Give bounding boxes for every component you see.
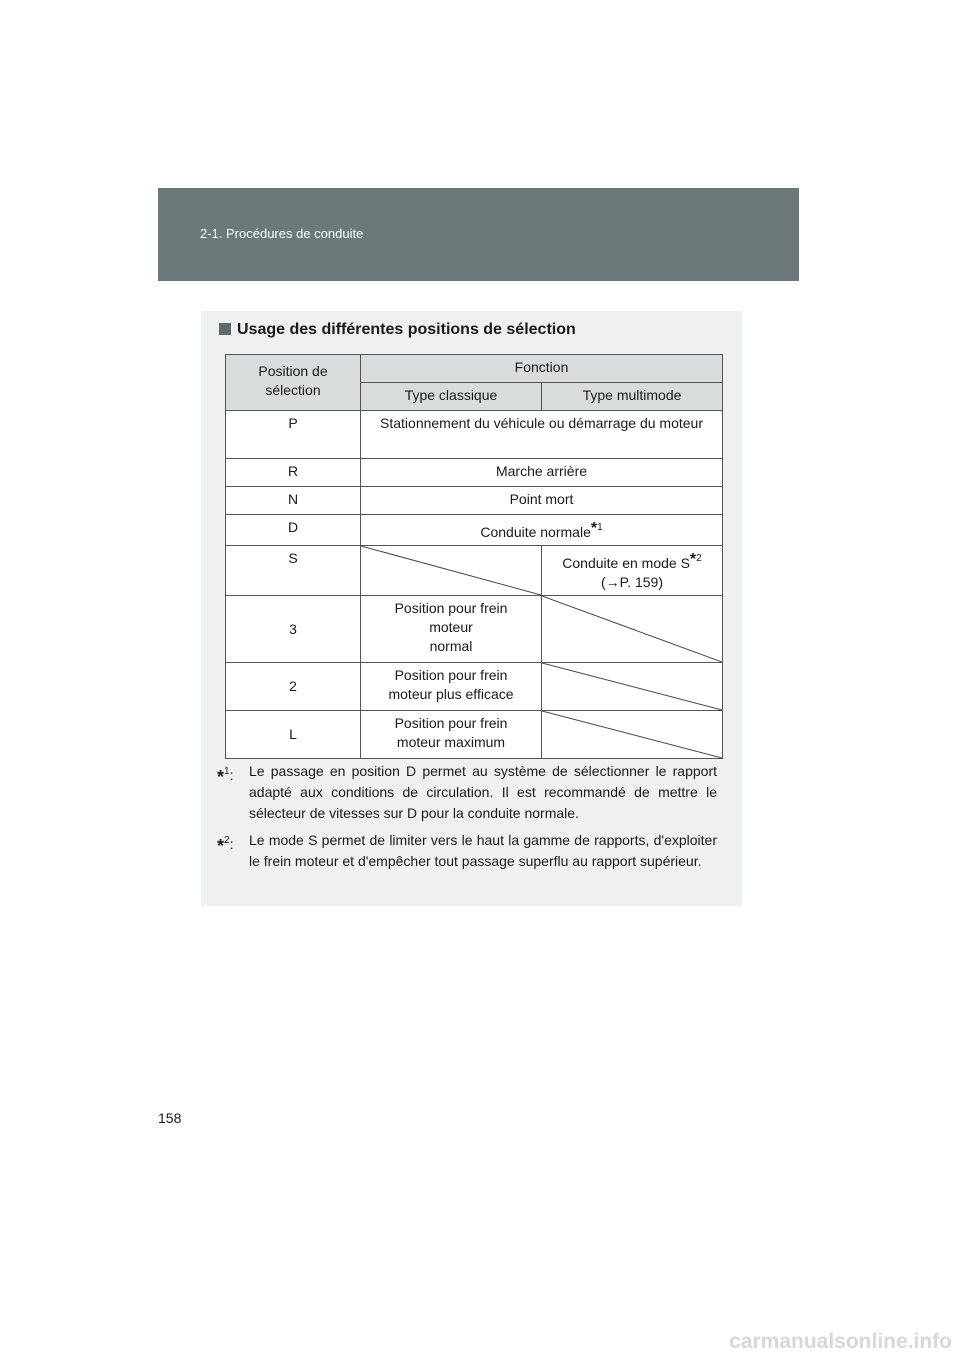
section-title [219, 321, 576, 339]
table-row [226, 546, 723, 596]
function-text: Conduite normale [480, 524, 591, 540]
section-title-text: Usage des différentes positions de sélection [237, 321, 576, 338]
table-row [226, 663, 723, 711]
header-multimode: Type multimode [542, 383, 723, 411]
header-function: Fonction [361, 355, 723, 383]
table-row [226, 411, 723, 459]
empty-diagonal-cell [542, 711, 723, 759]
function-cell: Stationnement du véhicule ou démarrage du moteur [361, 411, 723, 459]
position-cell: 2 [226, 663, 361, 711]
footnote-marker: *$^1$: [217, 766, 234, 787]
position-cell: S [226, 546, 361, 596]
footnote [217, 761, 717, 824]
table-row [226, 487, 723, 515]
content-panel [201, 311, 742, 906]
table-row [226, 711, 723, 759]
position-cell: 3 [226, 596, 361, 663]
watermark: carmanualsonline.info [729, 1330, 952, 1353]
function-cell: Position pour frein moteur normal [361, 596, 542, 663]
function-cell: Point mort [361, 487, 723, 515]
page-number: 158 [158, 1110, 182, 1126]
gear-position-table [225, 354, 723, 759]
table-row [226, 459, 723, 487]
header-position: Position de sélection [226, 355, 361, 411]
chapter-header [158, 188, 799, 281]
function-cell [542, 546, 723, 596]
function-cell: Position pour frein moteur maximum [361, 711, 542, 759]
square-bullet-icon [219, 323, 231, 335]
empty-diagonal-cell [542, 596, 723, 663]
function-text: Conduite en mode S [562, 555, 690, 571]
function-cell: Marche arrière [361, 459, 723, 487]
footnotes [217, 761, 717, 878]
position-cell: N [226, 487, 361, 515]
header-classic: Type classique [361, 383, 542, 411]
footnote-mark: *1 [590, 520, 603, 537]
footnote-marker: *$^2$: [217, 835, 234, 856]
position-cell: D [226, 515, 361, 546]
empty-diagonal-cell [361, 546, 542, 596]
chapter-title: 2-1. Procédures de conduite [200, 226, 364, 241]
empty-diagonal-cell [542, 663, 723, 711]
position-cell: P [226, 411, 361, 459]
table-row [226, 515, 723, 546]
footnote-text: Le mode S permet de limiter vers le haut la gamme de rapports, d'exploiter le frein moteur et d'empêcher tout passage superflu au rapport supérieur. [249, 832, 717, 869]
position-cell: L [226, 711, 361, 759]
footnote-mark: *2 [689, 551, 702, 568]
function-cell: Position pour frein moteur plus efficace [361, 663, 542, 711]
function-cell [361, 515, 723, 546]
table-row [226, 596, 723, 663]
position-cell: R [226, 459, 361, 487]
footnote [217, 830, 717, 872]
footnote-text: Le passage en position D permet au système de sélectionner le rapport adapté aux conditions de circulation. Il est recommandé de mettre le sélecteur de vitesses sur D pour la conduite normale. [249, 763, 717, 821]
page-reference: (→P. 159) [601, 574, 663, 590]
